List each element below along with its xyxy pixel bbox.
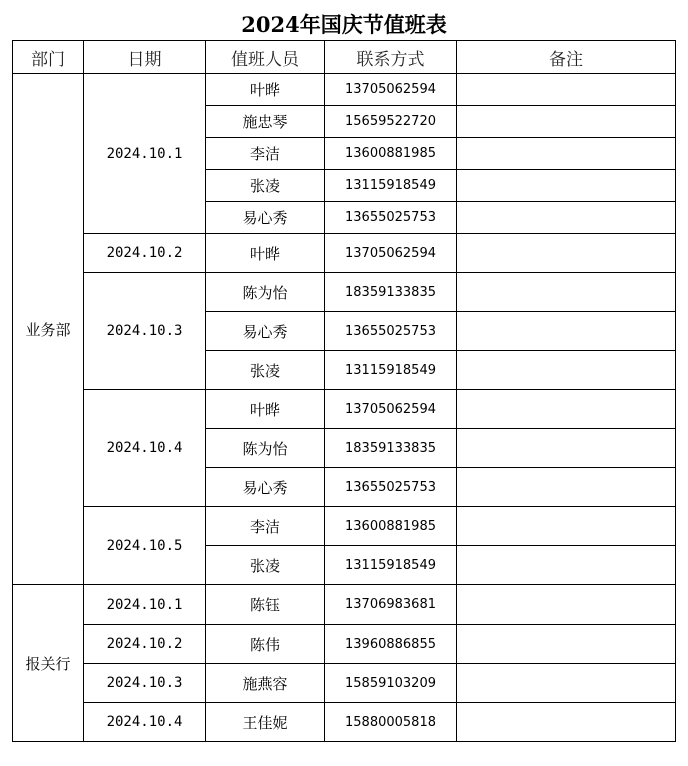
note-cell[interactable] [457,138,676,170]
header-note: 备注 [457,41,676,74]
header-row [13,41,676,74]
note-cell[interactable] [457,390,676,429]
table-row [13,664,676,703]
staff-name-cell: 张凌 [206,170,325,202]
date-cell: 2024.10.2 [84,625,206,664]
note-cell[interactable] [457,507,676,546]
note-cell[interactable] [457,703,676,742]
phone-cell: 13115918549 [325,546,457,585]
note-cell[interactable] [457,312,676,351]
staff-name-cell: 叶晔 [206,390,325,429]
table-row [13,74,676,106]
note-cell[interactable] [457,351,676,390]
page-title: 2024年国庆节值班表 [241,12,447,37]
date-cell: 2024.10.1 [84,585,206,625]
staff-name-cell: 王佳妮 [206,703,325,742]
date-cell: 2024.10.3 [84,273,206,390]
staff-name-cell: 易心秀 [206,312,325,351]
staff-name-cell: 易心秀 [206,468,325,507]
staff-name-cell: 陈为怡 [206,429,325,468]
phone-cell: 13705062594 [325,234,457,273]
note-cell[interactable] [457,429,676,468]
phone-cell: 13600881985 [325,507,457,546]
phone-cell: 13705062594 [325,390,457,429]
phone-cell: 13655025753 [325,202,457,234]
note-cell[interactable] [457,202,676,234]
note-cell[interactable] [457,273,676,312]
phone-cell: 13115918549 [325,170,457,202]
note-cell[interactable] [457,74,676,106]
table-row [13,703,676,742]
note-cell[interactable] [457,170,676,202]
note-cell[interactable] [457,468,676,507]
phone-cell: 15659522720 [325,106,457,138]
staff-name-cell: 陈为怡 [206,273,325,312]
table-row [13,390,676,429]
phone-cell: 13600881985 [325,138,457,170]
table-row [13,585,676,625]
phone-cell: 18359133835 [325,429,457,468]
department-cell: 报关行 [13,585,84,742]
note-cell[interactable] [457,546,676,585]
staff-name-cell: 施忠琴 [206,106,325,138]
staff-name-cell: 李洁 [206,138,325,170]
staff-name-cell: 李洁 [206,507,325,546]
note-cell[interactable] [457,664,676,703]
staff-name-cell: 陈钰 [206,585,325,625]
phone-cell: 15880005818 [325,703,457,742]
date-cell: 2024.10.1 [84,74,206,234]
phone-cell: 13115918549 [325,351,457,390]
phone-cell: 15859103209 [325,664,457,703]
staff-name-cell: 叶晔 [206,234,325,273]
staff-name-cell: 张凌 [206,351,325,390]
staff-name-cell: 易心秀 [206,202,325,234]
staff-name-cell: 施燕容 [206,664,325,703]
staff-name-cell: 叶晔 [206,74,325,106]
department-cell: 业务部 [13,74,84,585]
date-cell: 2024.10.2 [84,234,206,273]
duty-table [12,40,676,742]
header-dept: 部门 [13,41,84,74]
note-cell[interactable] [457,625,676,664]
note-cell[interactable] [457,234,676,273]
phone-cell: 13705062594 [325,74,457,106]
note-cell[interactable] [457,106,676,138]
date-cell: 2024.10.4 [84,390,206,507]
header-contact: 联系方式 [325,41,457,74]
staff-name-cell: 陈伟 [206,625,325,664]
table-row [13,507,676,546]
phone-cell: 13655025753 [325,468,457,507]
staff-name-cell: 张凌 [206,546,325,585]
phone-cell: 13655025753 [325,312,457,351]
date-cell: 2024.10.5 [84,507,206,585]
phone-cell: 18359133835 [325,273,457,312]
header-date: 日期 [84,41,206,74]
table-row [13,625,676,664]
table-row [13,273,676,312]
note-cell[interactable] [457,585,676,625]
phone-cell: 13960886855 [325,625,457,664]
phone-cell: 13706983681 [325,585,457,625]
duty-table-body [13,74,676,742]
header-staff: 值班人员 [206,41,325,74]
table-row [13,234,676,273]
date-cell: 2024.10.3 [84,664,206,703]
date-cell: 2024.10.4 [84,703,206,742]
